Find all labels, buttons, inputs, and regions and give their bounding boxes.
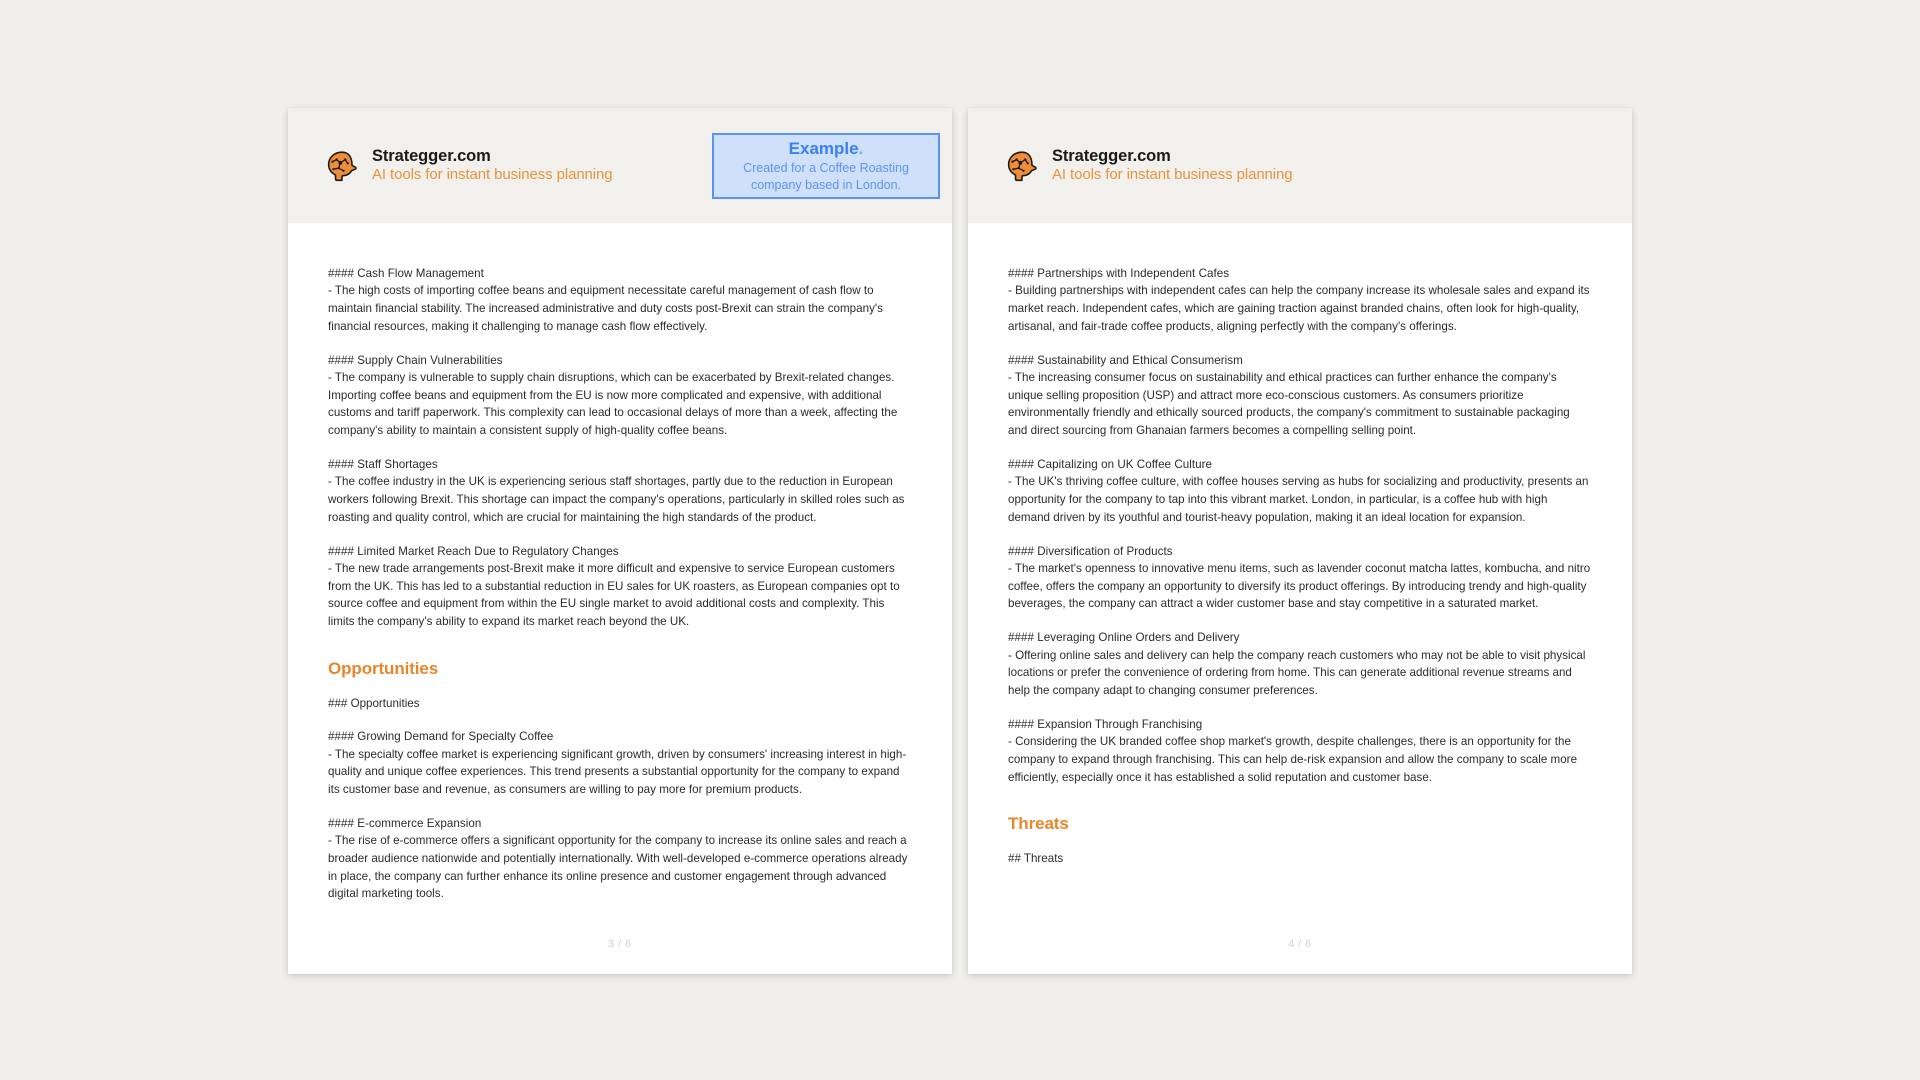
content-block bbox=[328, 265, 912, 336]
block-heading: #### Capitalizing on UK Coffee Culture bbox=[1008, 457, 1213, 471]
brand-tagline: AI tools for instant business planning bbox=[372, 166, 613, 184]
block-heading: #### Diversification of Products bbox=[1008, 544, 1173, 558]
block-body: - Building partnerships with independent cafes can help the company increase its wholesale sales and expand its market reach. Independent cafes, which are gaining traction against branded chains, often look for high-quality, artisanal, and fair-trade coffee products, aligning perfectly with the company's offerings. bbox=[1008, 284, 1590, 333]
section-plain-marker: ## Threats bbox=[1008, 852, 1064, 866]
block-heading: #### Leveraging Online Orders and Delivery bbox=[1008, 631, 1240, 645]
document-page-left[interactable] bbox=[288, 108, 952, 974]
example-badge-title-dot: . bbox=[858, 138, 864, 158]
block-heading: #### E-commerce Expansion bbox=[328, 816, 482, 830]
page-number-left: 3 / 6 bbox=[608, 938, 632, 950]
content-block bbox=[1008, 352, 1592, 440]
content-block bbox=[1008, 543, 1592, 614]
section-title-opportunities: Opportunities bbox=[328, 658, 439, 678]
block-heading: #### Expansion Through Franchising bbox=[1008, 717, 1203, 731]
page-number-right: 4 / 6 bbox=[1288, 938, 1312, 950]
brand-text-left bbox=[372, 146, 613, 185]
content-block bbox=[328, 456, 912, 527]
content-block bbox=[328, 543, 912, 631]
page-body-left bbox=[288, 223, 952, 974]
block-body: - The rise of e-commerce offers a significant opportunity for the company to increase its online sales and reach a broader audience nationwide and potentially internationally. With well-developed e-commerce operations already in place, the company can further enhance its online presence and customer engagement through advanced digital marketing tools. bbox=[328, 834, 908, 901]
page-header-right bbox=[968, 108, 1632, 223]
block-heading: #### Growing Demand for Specialty Coffee bbox=[328, 730, 554, 744]
brand-name: Strategger.com bbox=[1052, 146, 1171, 165]
brand-text-right bbox=[1052, 146, 1293, 185]
section-title-threats: Threats bbox=[1008, 814, 1069, 834]
block-body: - The UK's thriving coffee culture, with coffee houses serving as hubs for socializing and productivity, presents an opportunity for the company to tap into this vibrant market. London, in particular, is a coffee hub with high demand driven by its youthful and tourist-heavy population, making it an ideal location for expansion. bbox=[1008, 475, 1589, 524]
example-badge-title bbox=[789, 139, 864, 159]
content-block bbox=[1008, 456, 1592, 527]
block-body: - The increasing consumer focus on sustainability and ethical practices can further enhance the company's unique selling proposition (USP) and attract more eco-conscious customers. As consumers prioritize environmentally friendly and ethically sourced products, the company's commitment to sustainable packaging and direct sourcing from Ghanaian farmers becomes a compelling selling point. bbox=[1008, 370, 1570, 438]
block-heading: #### Supply Chain Vulnerabilities bbox=[328, 353, 503, 367]
block-heading: #### Cash Flow Management bbox=[328, 267, 484, 280]
example-badge[interactable] bbox=[712, 133, 940, 199]
brand-tagline: AI tools for instant business planning bbox=[1052, 166, 1293, 184]
block-body: - Offering online sales and delivery can help the company reach customers who may not be able to visit physical locations or prefer the convenience of ordering from home. This can generate additional revenue streams and help the company adapt to changing consumer preferences. bbox=[1008, 648, 1586, 697]
page-header-left bbox=[288, 108, 952, 223]
block-heading: #### Sustainability and Ethical Consumerism bbox=[1008, 353, 1243, 367]
block-body: - The company is vulnerable to supply chain disruptions, which can be exacerbated by Brexit-related changes. Importing coffee beans and equipment from the EU is now more complicated and expensive, with additional customs and tariff paperwork. This complexity can lead to occasional delays of more than a week, affecting the company's ability to maintain a consistent supply of high-quality coffee beans. bbox=[328, 370, 898, 438]
block-body: - Considering the UK branded coffee shop market's growth, despite challenges, there is an opportunity for the company to expand through franchising. This can help de-risk expansion and allow the company to scale more efficiently, especially once it has established a solid reputation and customer base. bbox=[1008, 735, 1578, 784]
brand-right bbox=[1006, 146, 1293, 185]
block-body: - The market's openness to innovative menu items, such as lavender coconut matcha lattes, kombucha, and nitro coffee, offers the company an opportunity to diversify its product offerings. By introducing trendy and high-quality beverages, the company can attract a wider customer base and stay competitive in a saturated market. bbox=[1008, 561, 1591, 611]
block-body: - The new trade arrangements post-Brexit make it more difficult and expensive to service European customers from the UK. This has led to a substantial reduction in EU sales for UK roasters, as European companies opt to source coffee and equipment from within the EU single market to avoid additional costs and complexity. This limits the company's ability to expand its market reach beyond the UK. bbox=[328, 561, 900, 629]
block-heading: #### Staff Shortages bbox=[328, 457, 438, 471]
page-body-right bbox=[968, 223, 1632, 974]
content-block bbox=[1008, 716, 1592, 787]
block-body: - The specialty coffee market is experiencing significant growth, driven by consumers' increasing interest in high-quality and unique coffee experiences. This trend presents a substantial opportunity for the company to expand its customer base and revenue, as consumers are willing to pay more for premium products. bbox=[328, 747, 907, 797]
content-block bbox=[1008, 265, 1592, 336]
block-heading: #### Partnerships with Independent Cafes bbox=[1008, 267, 1230, 280]
content-block bbox=[328, 352, 912, 440]
example-badge-title-text: Example bbox=[788, 138, 859, 158]
brain-head-icon bbox=[326, 149, 360, 183]
document-page-right[interactable] bbox=[968, 108, 1632, 974]
content-block bbox=[1008, 629, 1592, 700]
block-heading: #### Limited Market Reach Due to Regulatory Changes bbox=[328, 544, 619, 558]
block-body: - The coffee industry in the UK is experiencing serious staff shortages, partly due to the reduction in European workers following Brexit. This shortage can impact the company's operations, particularly in skilled roles such as roasting and quality control, which are crucial for maintaining the high standards of the product. bbox=[328, 475, 905, 524]
content-block bbox=[328, 815, 912, 903]
content-block bbox=[328, 728, 912, 799]
example-badge-subtitle: Created for a Coffee Roasting company based in London. bbox=[743, 161, 909, 192]
section-plain-marker: ### Opportunities bbox=[328, 696, 420, 710]
block-body: - The high costs of importing coffee beans and equipment necessitate careful management of cash flow to maintain financial stability. The increased administrative and duty costs post-Brexit can strain the company's financial resources, making it challenging to manage cash flow effectively. bbox=[328, 284, 883, 333]
brand-name: Strategger.com bbox=[372, 146, 491, 165]
brain-head-icon bbox=[1006, 149, 1040, 183]
brand-left bbox=[326, 146, 613, 185]
